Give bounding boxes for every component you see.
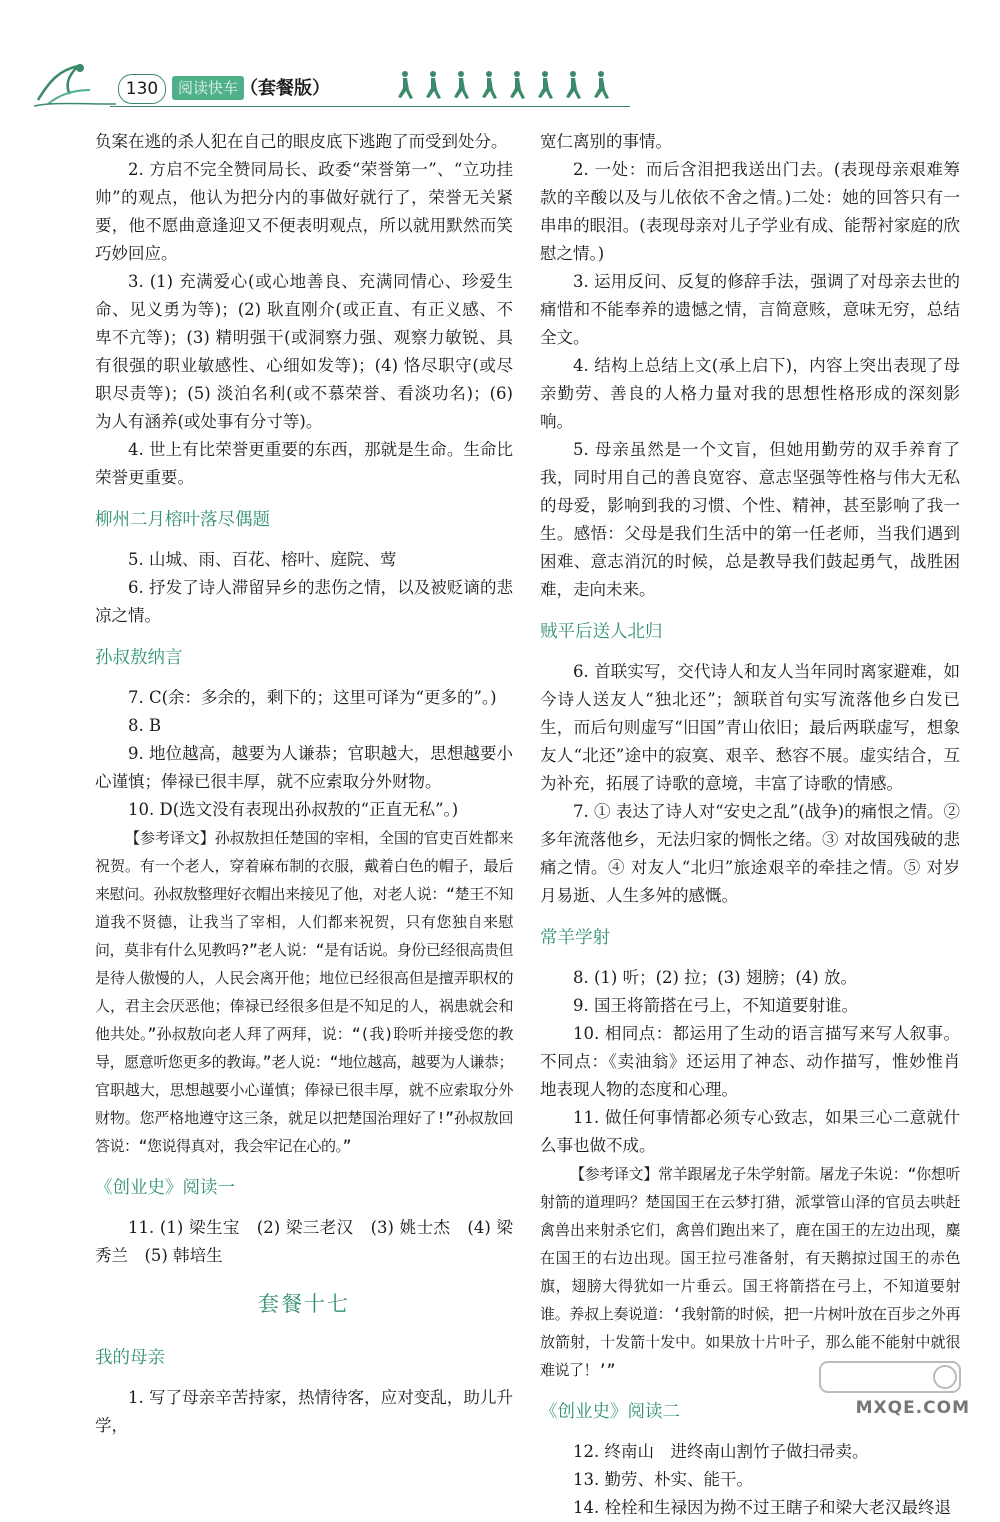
answer-13: 13. 勤劳、朴实、能干。 [573,1470,753,1489]
unit-title: 套餐十七 [258,1292,350,1316]
answer-12: 12. 终南山 进终南山割竹子做扫帚卖。 [573,1442,869,1461]
answer-8: 8. (1) 听；(2) 拉；(3) 翅膀；(4) 放。 [573,968,857,987]
answer-3: 3. (1) 充满爱心(或心地善良、充满同情心、珍爱生命、见义勇为等)；(2) 耿直刚介(或正直、有正义感、不卑不亢等)；(3) 精明强干(或洞察力强、观察力敏锐、具有很强的职业敏感性、心细如发等)；(4) 恪尽职守(或尽职尽责等)；(5) 淡泊名利(或不慕荣誉、看淡功名)；(6) 为人有涵养(或处事有分寸等)。 [95,272,513,431]
answer-4: 4. 结构上总结上文(承上启下)，内容上突出表现了母亲勤劳、善良的人格力量对我的思想性格形成的深刻影响。 [540,356,960,431]
left-column [95,128,513,1440]
watermark-text: MXQE.COM [855,1398,970,1418]
answer-9: 9. 国王将箭搭在弓上，不知道要射谁。 [573,996,858,1015]
header-rule [110,106,630,107]
answer-10: 10. D(选文没有表现出孙叔敖的“正直无私”。) [128,800,459,819]
edition-label: （套餐版） [240,78,330,99]
runners-decoration-icon [395,66,625,106]
series-badge: 阅读快车 [172,76,244,100]
section-heading: 贼平后送人北归 [540,622,663,642]
section-heading: 孙叔敖纳言 [95,648,183,668]
answer-10: 10. 相同点：都运用了生动的语言描写来写人叙事。不同点：《卖油翁》还运用了神态、动作描写，惟妙惟肖地表现人物的态度和心理。 [540,1024,960,1099]
answer-11: 11. (1) 梁生宝 (2) 梁三老汉 (3) 姚士杰 (4) 梁秀兰 (5) 韩培生 [95,1218,513,1265]
answer-8: 8. B [128,716,162,735]
section-heading: 《创业史》阅读二 [540,1402,680,1422]
page-header [30,60,610,110]
answer-5: 5. 母亲虽然是一个文盲，但她用勤劳的双手养育了我，同时用自己的善良宽容、意志坚强等性格与伟大无私的母爱，影响到我的习惯、个性、精神，甚至影响了我一生。感悟：父母是我们生活中的第一任老师，当我们遇到困难、意志消沉的时候，总是教导我们鼓起勇气，战胜困难，走向未来。 [540,440,960,599]
page-number: 130 [118,74,166,104]
watermark [810,1358,970,1418]
section-heading: 柳州二月榕叶落尽偶题 [95,510,270,530]
watermark-logo-icon [810,1358,970,1398]
swimmer-decoration-icon [30,60,120,108]
answer-7: 7. C(余：多余的，剩下的；这里可译为“更多的”。) [128,688,497,707]
answer-9: 9. 地位越高，越要为人谦恭；官职越大，思想越要小心谨慎；俸禄已很丰厚，就不应索取分外财物。 [95,744,513,791]
answer-4: 4. 世上有比荣誉更重要的东西，那就是生命。生命比荣誉更重要。 [95,440,513,487]
reference-translation: 【参考译文】孙叔敖担任楚国的宰相，全国的官吏百姓都来祝贺。有一个老人，穿着麻布制的衣服，戴着白色的帽子，最后来慰问。孙叔敖整理好衣帽出来接见了他，对老人说：“楚王不知道我不贤德，让我当了宰相，人们都来祝贺，只有您独自来慰问，莫非有什么见教吗?”老人说：“是有话说。身份已经很高贵但是待人傲慢的人，人民会离开他；地位已经很高但是擅弄职权的人，君主会厌恶他；俸禄已经很多但是不知足的人，祸患就会和他共处。”孙叔敖向老人拜了两拜，说：“(我)聆听并接受您的教导，愿意听您更多的教诲。”老人说：“地位越高，越要为人谦恭；官职越大，思想越要小心谨慎；俸禄已很丰厚，就不应索取分外财物。您严格地遵守这三条，就足以把楚国治理好了!”孙叔敖回答说：“您说得真对，我会牢记在心的。” [95,829,513,1155]
answer-11: 11. 做任何事情都必须专心致志，如果三心二意就什么事也做不成。 [540,1108,960,1155]
answer-6: 6. 首联实写，交代诗人和友人当年同时离家避难，如今诗人送友人“独北还”；颔联首句实写流落他乡白发已生，而后句则虚写“旧国”青山依旧；最后两联虚写，想象友人“北还”途中的寂寞、艰辛、愁容不展。虚实结合，互为补充，拓展了诗歌的意境，丰富了诗歌的情感。 [540,662,960,793]
answer-6: 6. 抒发了诗人滞留异乡的悲伤之情，以及被贬谪的悲凉之情。 [95,578,513,625]
section-heading: 《创业史》阅读一 [95,1178,235,1198]
answer-2: 2. 一处：而后含泪把我送出门去。(表现母亲艰难筹款的辛酸以及与儿依依不舍之情。)二处：她的回答只有一串串的眼泪。(表现母亲对儿子学业有成、能帮衬家庭的欣慰之情。) [540,160,960,263]
section-heading: 常羊学射 [540,928,610,948]
section-heading: 我的母亲 [95,1348,165,1368]
answer-7: 7. ① 表达了诗人对“安史之乱”(战争)的痛恨之情。② 多年流落他乡，无法归家的惆怅之绪。③ 对故国残破的悲痛之情。④ 对友人“北归”旅途艰辛的牵挂之情。⑤ 对岁月易逝、人生多舛的感慨。 [540,802,960,905]
answer-3: 3. 运用反问、反复的修辞手法，强调了对母亲去世的痛惜和不能奉养的遗憾之情，言简意赅，意味无穷，总结全文。 [540,272,960,347]
answer-2: 2. 方启不完全赞同局长、政委“荣誉第一”、“立功挂帅”的观点，他认为把分内的事做好就行了，荣誉无关紧要，他不愿曲意逢迎又不便表明观点，所以就用默然而笑巧妙回应。 [95,160,513,263]
right-column [540,128,960,1522]
paragraph: 宽仁离别的事情。 [540,132,672,151]
reference-translation: 【参考译文】常羊跟屠龙子朱学射箭。屠龙子朱说：“你想听射箭的道理吗？楚国国王在云梦打猎，派掌管山泽的官员去哄赶禽兽出来射杀它们，禽兽们跑出来了，鹿在国王的左边出现，麋在国王的右边出现。国王拉弓准备射，有天鹅掠过国王的赤色旗，翅膀大得犹如一片垂云。国王将箭搭在弓上，不知道要射谁。养叔上奏说道：‘我射箭的时候，把一片树叶放在百步之外再放箭射，十发箭十发中。如果放十片叶子，那么能不能射中就很难说了！’” [540,1165,960,1379]
answer-5: 5. 山城、雨、百花、榕叶、庭院、莺 [128,550,397,569]
answer-1: 1. 写了母亲辛苦持家，热情待客，应对变乱，助儿升学， [95,1388,513,1435]
answer-14: 14. 栓栓和生禄因为拗不过王瞎子和梁大老汉最终退 [573,1498,951,1517]
paragraph: 负案在逃的杀人犯在自己的眼皮底下逃跑了而受到处分。 [95,132,508,151]
